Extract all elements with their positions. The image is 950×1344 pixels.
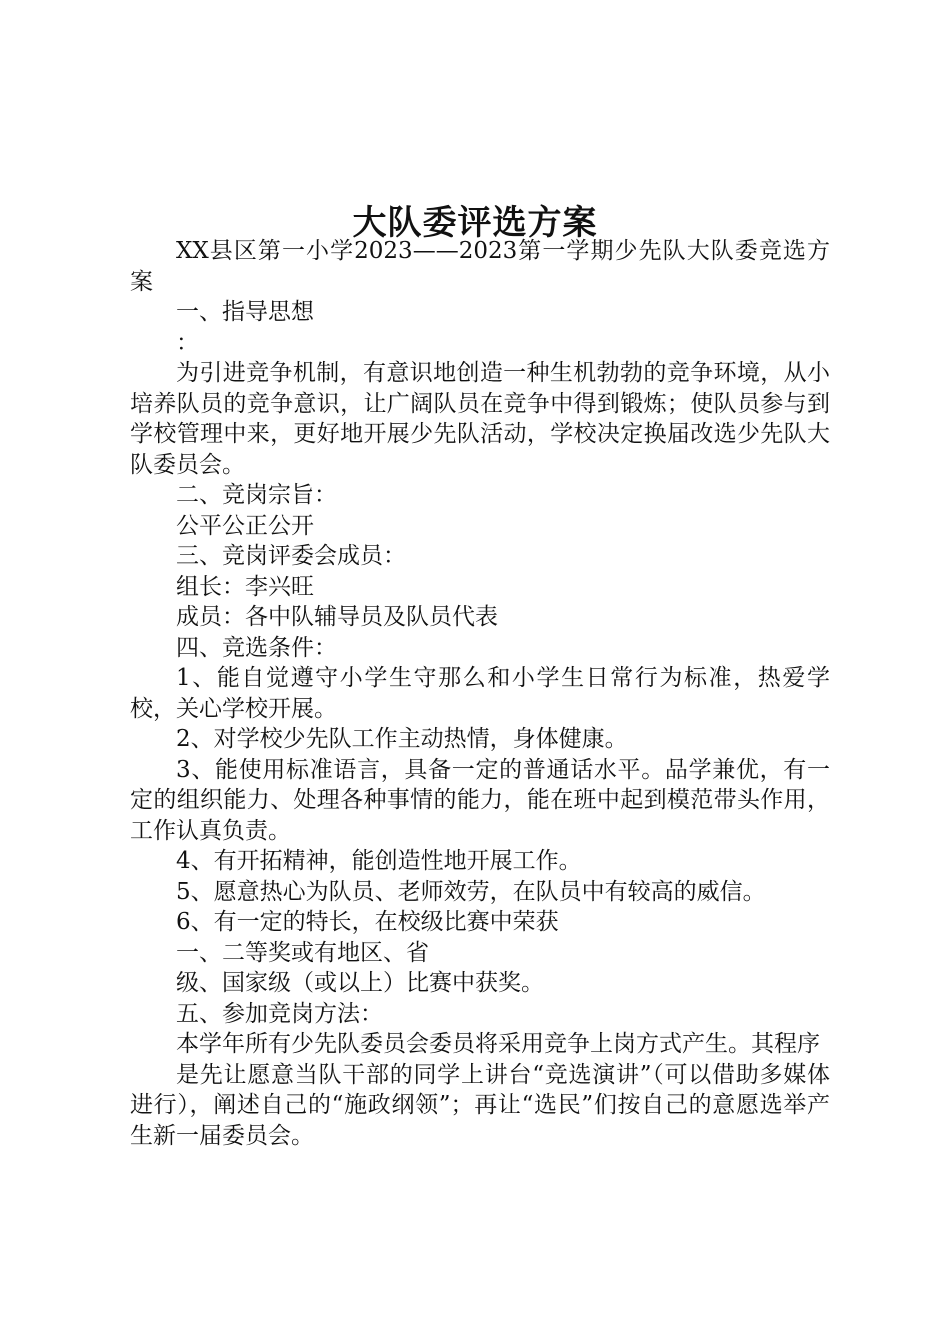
section-heading-purpose: 二、竞岗宗旨： bbox=[176, 482, 337, 508]
purpose-text: 公平公正公开 bbox=[176, 512, 314, 539]
method-paragraph-2: 是先让愿意当队干部的同学上讲台“竞选演讲”（可以借助多媒体进行），阐述自己的“施政纲领”；再让“选民”们按自己的意愿选举产生新一届委员会。 bbox=[130, 1061, 830, 1149]
committee-leader: 组长：李兴旺 bbox=[176, 573, 314, 600]
colon-line: ： bbox=[176, 329, 199, 356]
condition-item-6-cont-2: 级、国家级（或以上）比赛中获奖。 bbox=[176, 970, 544, 996]
guiding-idea-paragraph: 为引进竞争机制，有意识地创造一种生机勃勃的竞争环境，从小培养队员的竞争意识，让广阔队员在竞争中得到锻炼；使队员参与到学校管理中来，更好地开展少先队活动，学校决定换届改选少先队大队委员会。 bbox=[130, 360, 830, 478]
condition-item-6-cont-1: 一、二等奖或有地区、省 bbox=[176, 939, 429, 966]
section-heading-committee: 三、竞岗评委会成员： bbox=[176, 543, 406, 569]
method-paragraph-1: 本学年所有少先队委员会委员将采用竞争上岗方式产生。其程序 bbox=[176, 1031, 820, 1057]
condition-item-6: 6、有一定的特长，在校级比赛中荣获 bbox=[176, 909, 559, 935]
condition-item-3: 3、能使用标准语言，具备一定的普通话水平。品学兼优，有一定的组织能力、处理各种事情的能力，能在班中起到模范带头作用，工作认真负责。 bbox=[130, 756, 830, 844]
committee-members: 成员：各中队辅导员及队员代表 bbox=[176, 604, 498, 630]
section-heading-conditions: 四、竞选条件： bbox=[176, 634, 337, 661]
condition-item-4: 4、有开拓精神，能创造性地开展工作。 bbox=[176, 848, 582, 874]
document-body bbox=[130, 236, 830, 1151]
condition-item-5: 5、愿意热心为队员、老师效劳，在队员中有较高的威信。 bbox=[176, 878, 766, 905]
condition-item-2: 2、对学校少先队工作主动热情，身体健康。 bbox=[176, 726, 628, 752]
condition-item-1: 1、能自觉遵守小学生守那么和小学生日常行为标准，热爱学校，关心学校开展。 bbox=[130, 665, 830, 722]
section-heading-method: 五、参加竞岗方法： bbox=[176, 1000, 383, 1027]
document-title: 大队委评选方案 bbox=[352, 202, 598, 243]
intro-paragraph: XX县区第一小学2023——2023第一学期少先队大队委竞选方案 bbox=[130, 238, 830, 295]
section-heading-guiding-idea: 一、指导思想 bbox=[176, 299, 314, 325]
